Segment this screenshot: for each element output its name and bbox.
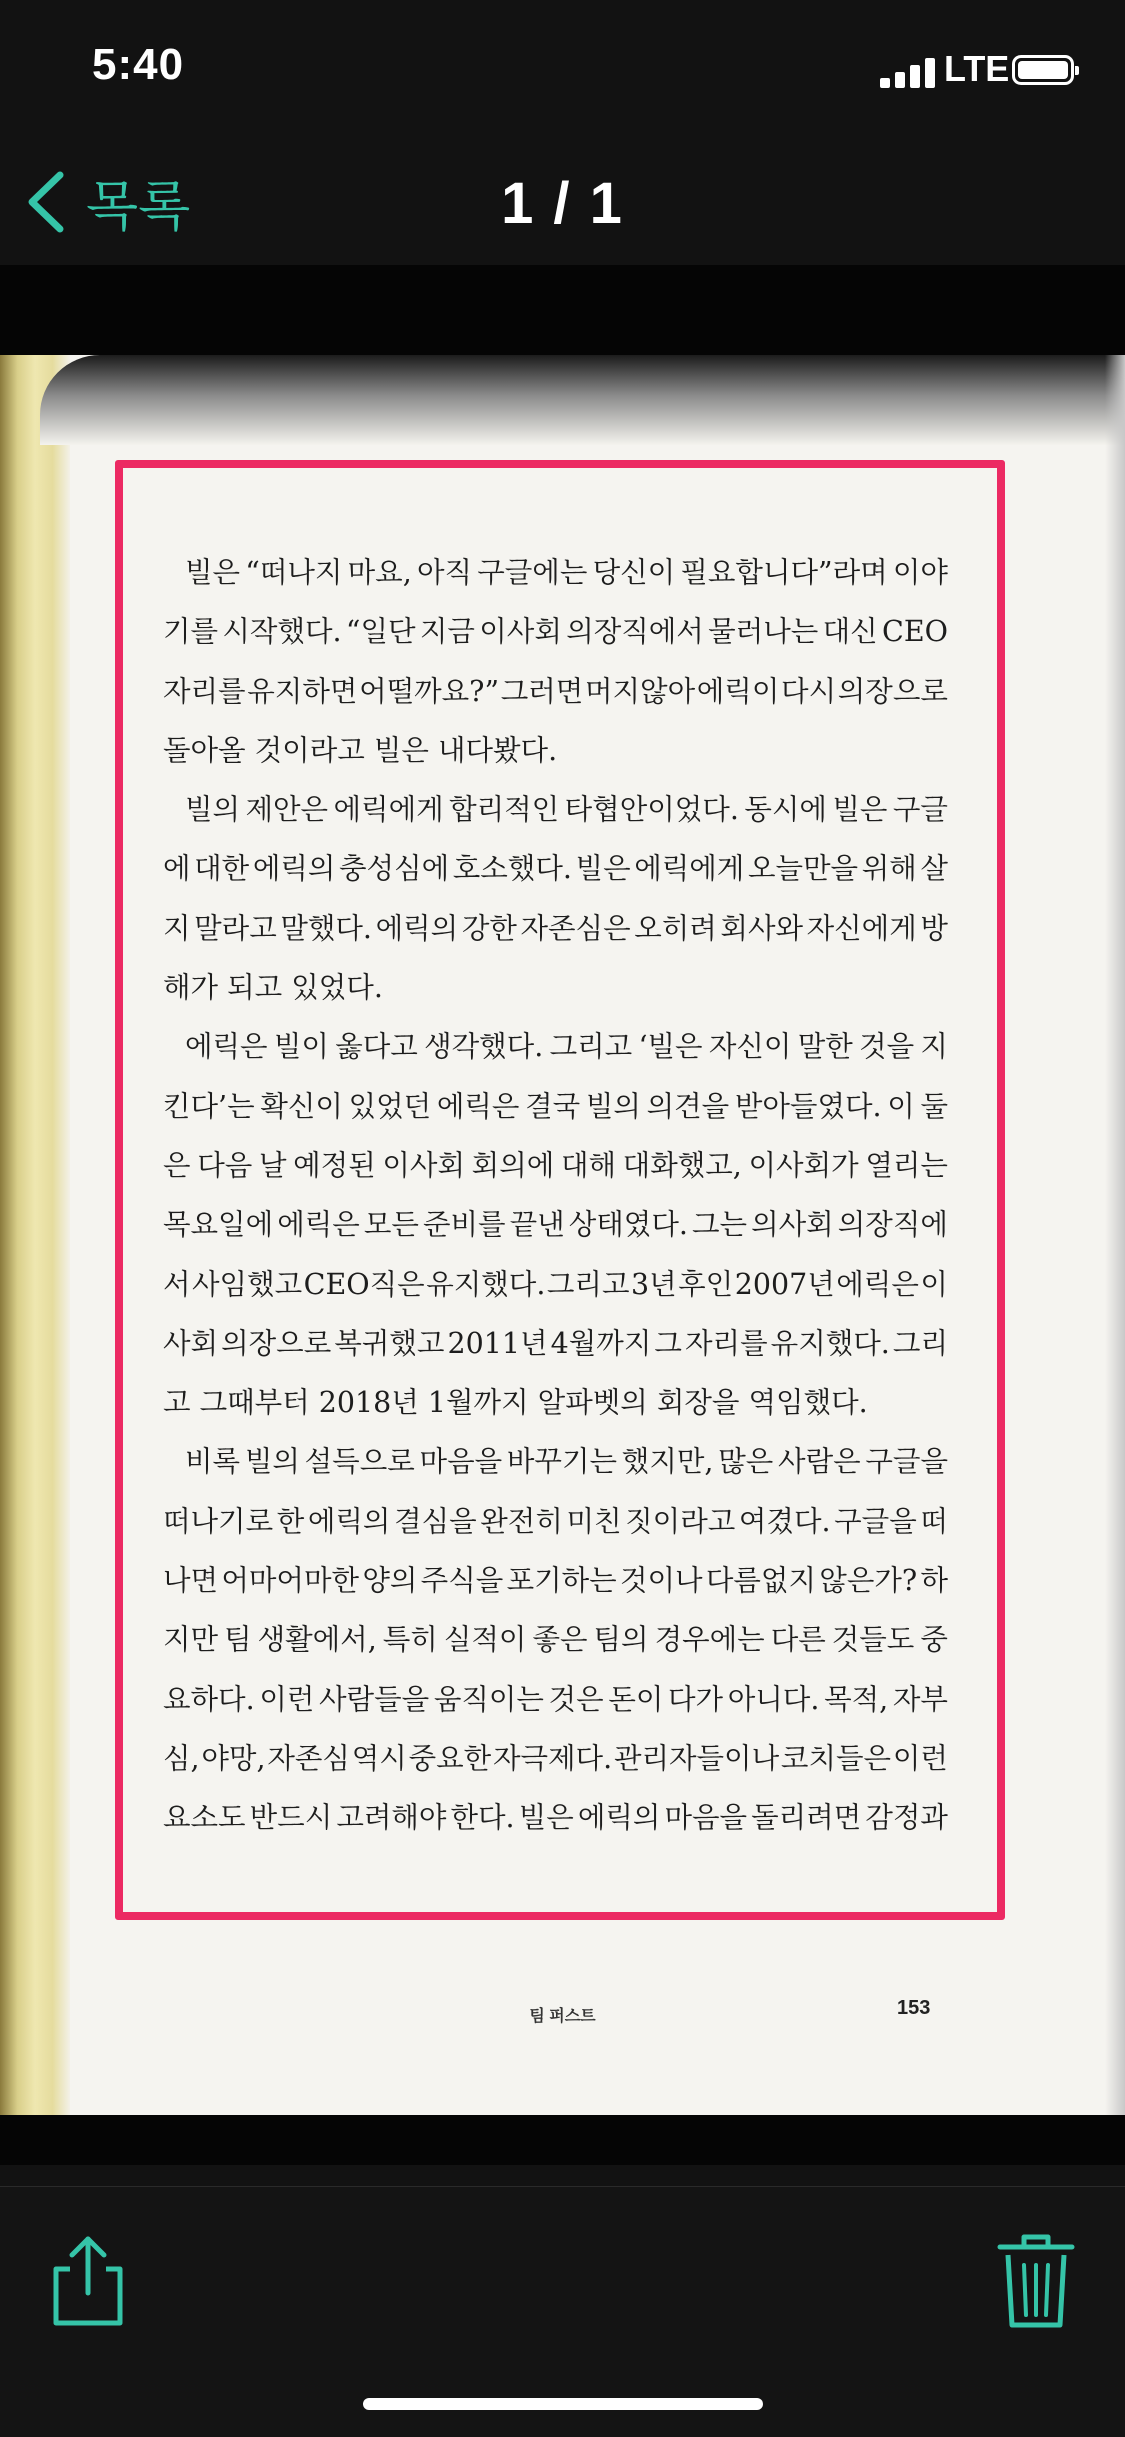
book-spine [0, 355, 70, 2115]
text-line: 킨다’는 확신이 있었던 에릭은 결국 빌의 의견을 받아들였다. 이 둘 [163, 1089, 948, 1123]
text-line: 에 대한 에릭의 충성심에 호소했다. 빌은 에릭에게 오늘만을 위해 살 [163, 852, 948, 886]
cellular-signal-icon [880, 56, 936, 88]
text-line: 은 다음 날 예정된 이사회 회의에 대해 대화했고, 이사회가 열리는 [163, 1148, 948, 1182]
text-line: 에릭은 빌이 옳다고 생각했다. 그리고 ‘빌은 자신이 말한 것을 지 [185, 1030, 948, 1064]
text-line: 요하다. 이런 사람들을 움직이는 것은 돈이 다가 아니다. 목적, 자부 [163, 1682, 948, 1716]
text-line: 비록 빌의 설득으로 마음을 바꾸기는 했지만, 많은 사람은 구글을 [185, 1445, 948, 1479]
page-text [163, 543, 948, 1848]
text-line: 지만 팀 생활에서, 특히 실적이 좋은 팀의 경우에는 다른 것들도 중 [163, 1623, 948, 1657]
text-line: 해가 되고 있었다. [163, 971, 383, 1005]
battery-icon [1012, 55, 1074, 85]
share-icon [48, 2231, 128, 2331]
home-indicator[interactable] [363, 2398, 763, 2410]
text-line: 빌의 제안은 에릭에게 합리적인 타협안이었다. 동시에 빌은 구글 [185, 793, 948, 827]
text-line: 요소도 반드시 고려해야 한다. 빌은 에릭의 마음을 돌리려면 감정과 [163, 1801, 948, 1835]
text-line: 떠나기로 한 에릭의 결심을 완전히 미친 짓이라고 여겼다. 구글을 떠 [163, 1504, 948, 1538]
back-button-label: 목록 [86, 176, 191, 237]
page-edge [40, 355, 1125, 445]
share-button[interactable] [48, 2231, 128, 2331]
navigation-bar [0, 140, 1125, 266]
trash-icon [996, 2231, 1076, 2331]
running-footer-title: 팀 퍼스트 [529, 2008, 596, 2025]
status-time: 5:40 [92, 40, 185, 89]
text-line: 고 그때부터 2018년 1월까지 알파벳의 회장을 역임했다. [163, 1386, 868, 1420]
page-number: 153 [897, 1997, 931, 2019]
text-line: 사회 의장으로 복귀했고 2011년 4월까지 그 자리를 유지했다. 그리 [163, 1326, 948, 1360]
text-line: 자리를 유지하면 어떨까요?” 그러면 머지않아 에릭이 다시 의장으로 [163, 674, 948, 708]
text-line: 나면 어마어마한 양의 주식을 포기하는 것이나 다름없지 않은가? 하 [163, 1564, 948, 1598]
text-line: 목요일에 에릭은 모든 준비를 끝낸 상태였다. 그는 의사회 의장직에 [163, 1208, 948, 1242]
network-type-label: LTE [944, 48, 1010, 89]
text-line: 돌아올 것이라고 빌은 내다봤다. [163, 733, 558, 767]
text-line: 지 말라고 말했다. 에릭의 강한 자존심은 오히려 회사와 자신에게 방 [163, 911, 948, 945]
delete-button[interactable] [996, 2231, 1076, 2331]
text-line: 빌은 “떠나지 마요, 아직 구글에는 당신이 필요합니다”라며 이야 [185, 556, 948, 589]
text-line: 기를 시작했다. “일단 지금 이사회 의장직에서 물러나는 대신 CEO [163, 615, 948, 649]
page-counter: 1 / 1 [501, 171, 624, 236]
text-line: 심, 야망, 자존심 역시 중요한 자극제다. 관리자들이나 코치들은 이런 [163, 1741, 948, 1775]
status-bar [0, 0, 1125, 140]
text-line: 서 사임했고 CEO직은 유지했다. 그리고 3년 후인 2007년 에릭은 이 [163, 1267, 948, 1301]
